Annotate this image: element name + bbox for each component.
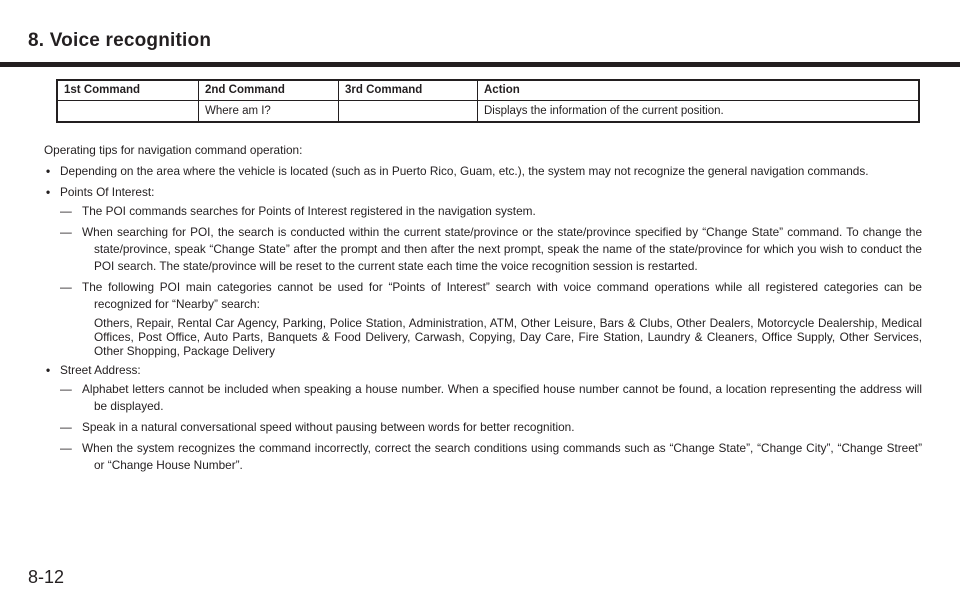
bullet-icon: • xyxy=(46,363,51,377)
column-header-action: Action xyxy=(478,80,920,100)
table-cell xyxy=(339,100,478,122)
bullet-icon: • xyxy=(46,185,51,199)
intro-text: Operating tips for navigation command operation: xyxy=(44,143,303,157)
column-header-2nd-command: 2nd Command xyxy=(199,80,339,100)
table-cell: Where am I? xyxy=(199,100,339,122)
sub-item-text: The POI commands searches for Points of Interest registered in the navigation system. xyxy=(82,204,536,218)
poi-category-list: Others, Repair, Rental Car Agency, Parking, Police Station, Administration, ATM, Other Leisure, Bars & Clubs, Other Dealers, Motorcycle Dealership, Medical Offices, Post Office, Auto Parts, Banquets & Food Delivery, Carwash, Copying, Day Care, Fire Station, Laundry & Cleaners, Office Supply, Other Services, Other Shopping, Package Delivery xyxy=(94,316,922,358)
sub-item xyxy=(60,419,922,436)
page-title: 8. Voice recognition xyxy=(28,30,212,51)
sub-item-text: When searching for POI, the search is conducted within the current state/province or the state/province specified by “Change State” command. To change the state/province, speak “Change State” after the prompt and then after the next prompt, speak the name of the state/province for which you wish to conduct the POI search. The state/province will be reset to the current state each time the voice recognition session is restarted. xyxy=(82,225,922,273)
table-header-row xyxy=(57,80,919,100)
sub-item xyxy=(60,440,922,474)
list-item xyxy=(44,362,922,474)
sub-item-text: Alphabet letters cannot be included when speaking a house number. When a specified house number cannot be found, a location representing the address will be displayed. xyxy=(82,382,922,413)
list-item xyxy=(44,184,922,358)
dash-icon: — xyxy=(60,420,72,434)
table-cell: Displays the information of the current position. xyxy=(478,100,920,122)
column-header-1st-command: 1st Command xyxy=(57,80,199,100)
table-row xyxy=(57,100,919,122)
page-number: 8-12 xyxy=(28,567,65,587)
list-item xyxy=(44,163,922,180)
bullet-text: Points Of Interest: xyxy=(60,185,155,199)
operating-tips xyxy=(44,142,922,478)
dash-icon: — xyxy=(60,204,72,218)
street-address-sublist xyxy=(60,381,922,474)
dash-icon: — xyxy=(60,280,72,294)
sub-item xyxy=(60,224,922,275)
command-table xyxy=(56,79,920,123)
sub-item-text: Speak in a natural conversational speed without pausing between words for better recognition. xyxy=(82,420,575,434)
title-rule xyxy=(0,62,960,67)
bullet-text: Street Address: xyxy=(60,363,141,377)
table-cell xyxy=(57,100,199,122)
sub-item-text: When the system recognizes the command incorrectly, correct the search conditions using commands such as “Change State”, “Change City”, “Change Street” or “Change House Number”. xyxy=(82,441,922,472)
column-header-3rd-command: 3rd Command xyxy=(339,80,478,100)
dash-icon: — xyxy=(60,382,72,396)
poi-sublist xyxy=(60,203,922,358)
tips-list xyxy=(44,163,922,474)
dash-icon: — xyxy=(60,441,72,455)
sub-item xyxy=(60,381,922,415)
sub-item xyxy=(60,203,922,220)
bullet-text: Depending on the area where the vehicle is located (such as in Puerto Rico, Guam, etc.), the system may not recognize the general navigation commands. xyxy=(60,164,869,178)
sub-item xyxy=(60,279,922,358)
bullet-icon: • xyxy=(46,164,51,178)
sub-item-text: The following POI main categories cannot be used for “Points of Interest” search with voice command operations while all registered categories can be recognized for “Nearby” search: xyxy=(82,280,922,311)
dash-icon: — xyxy=(60,225,72,239)
